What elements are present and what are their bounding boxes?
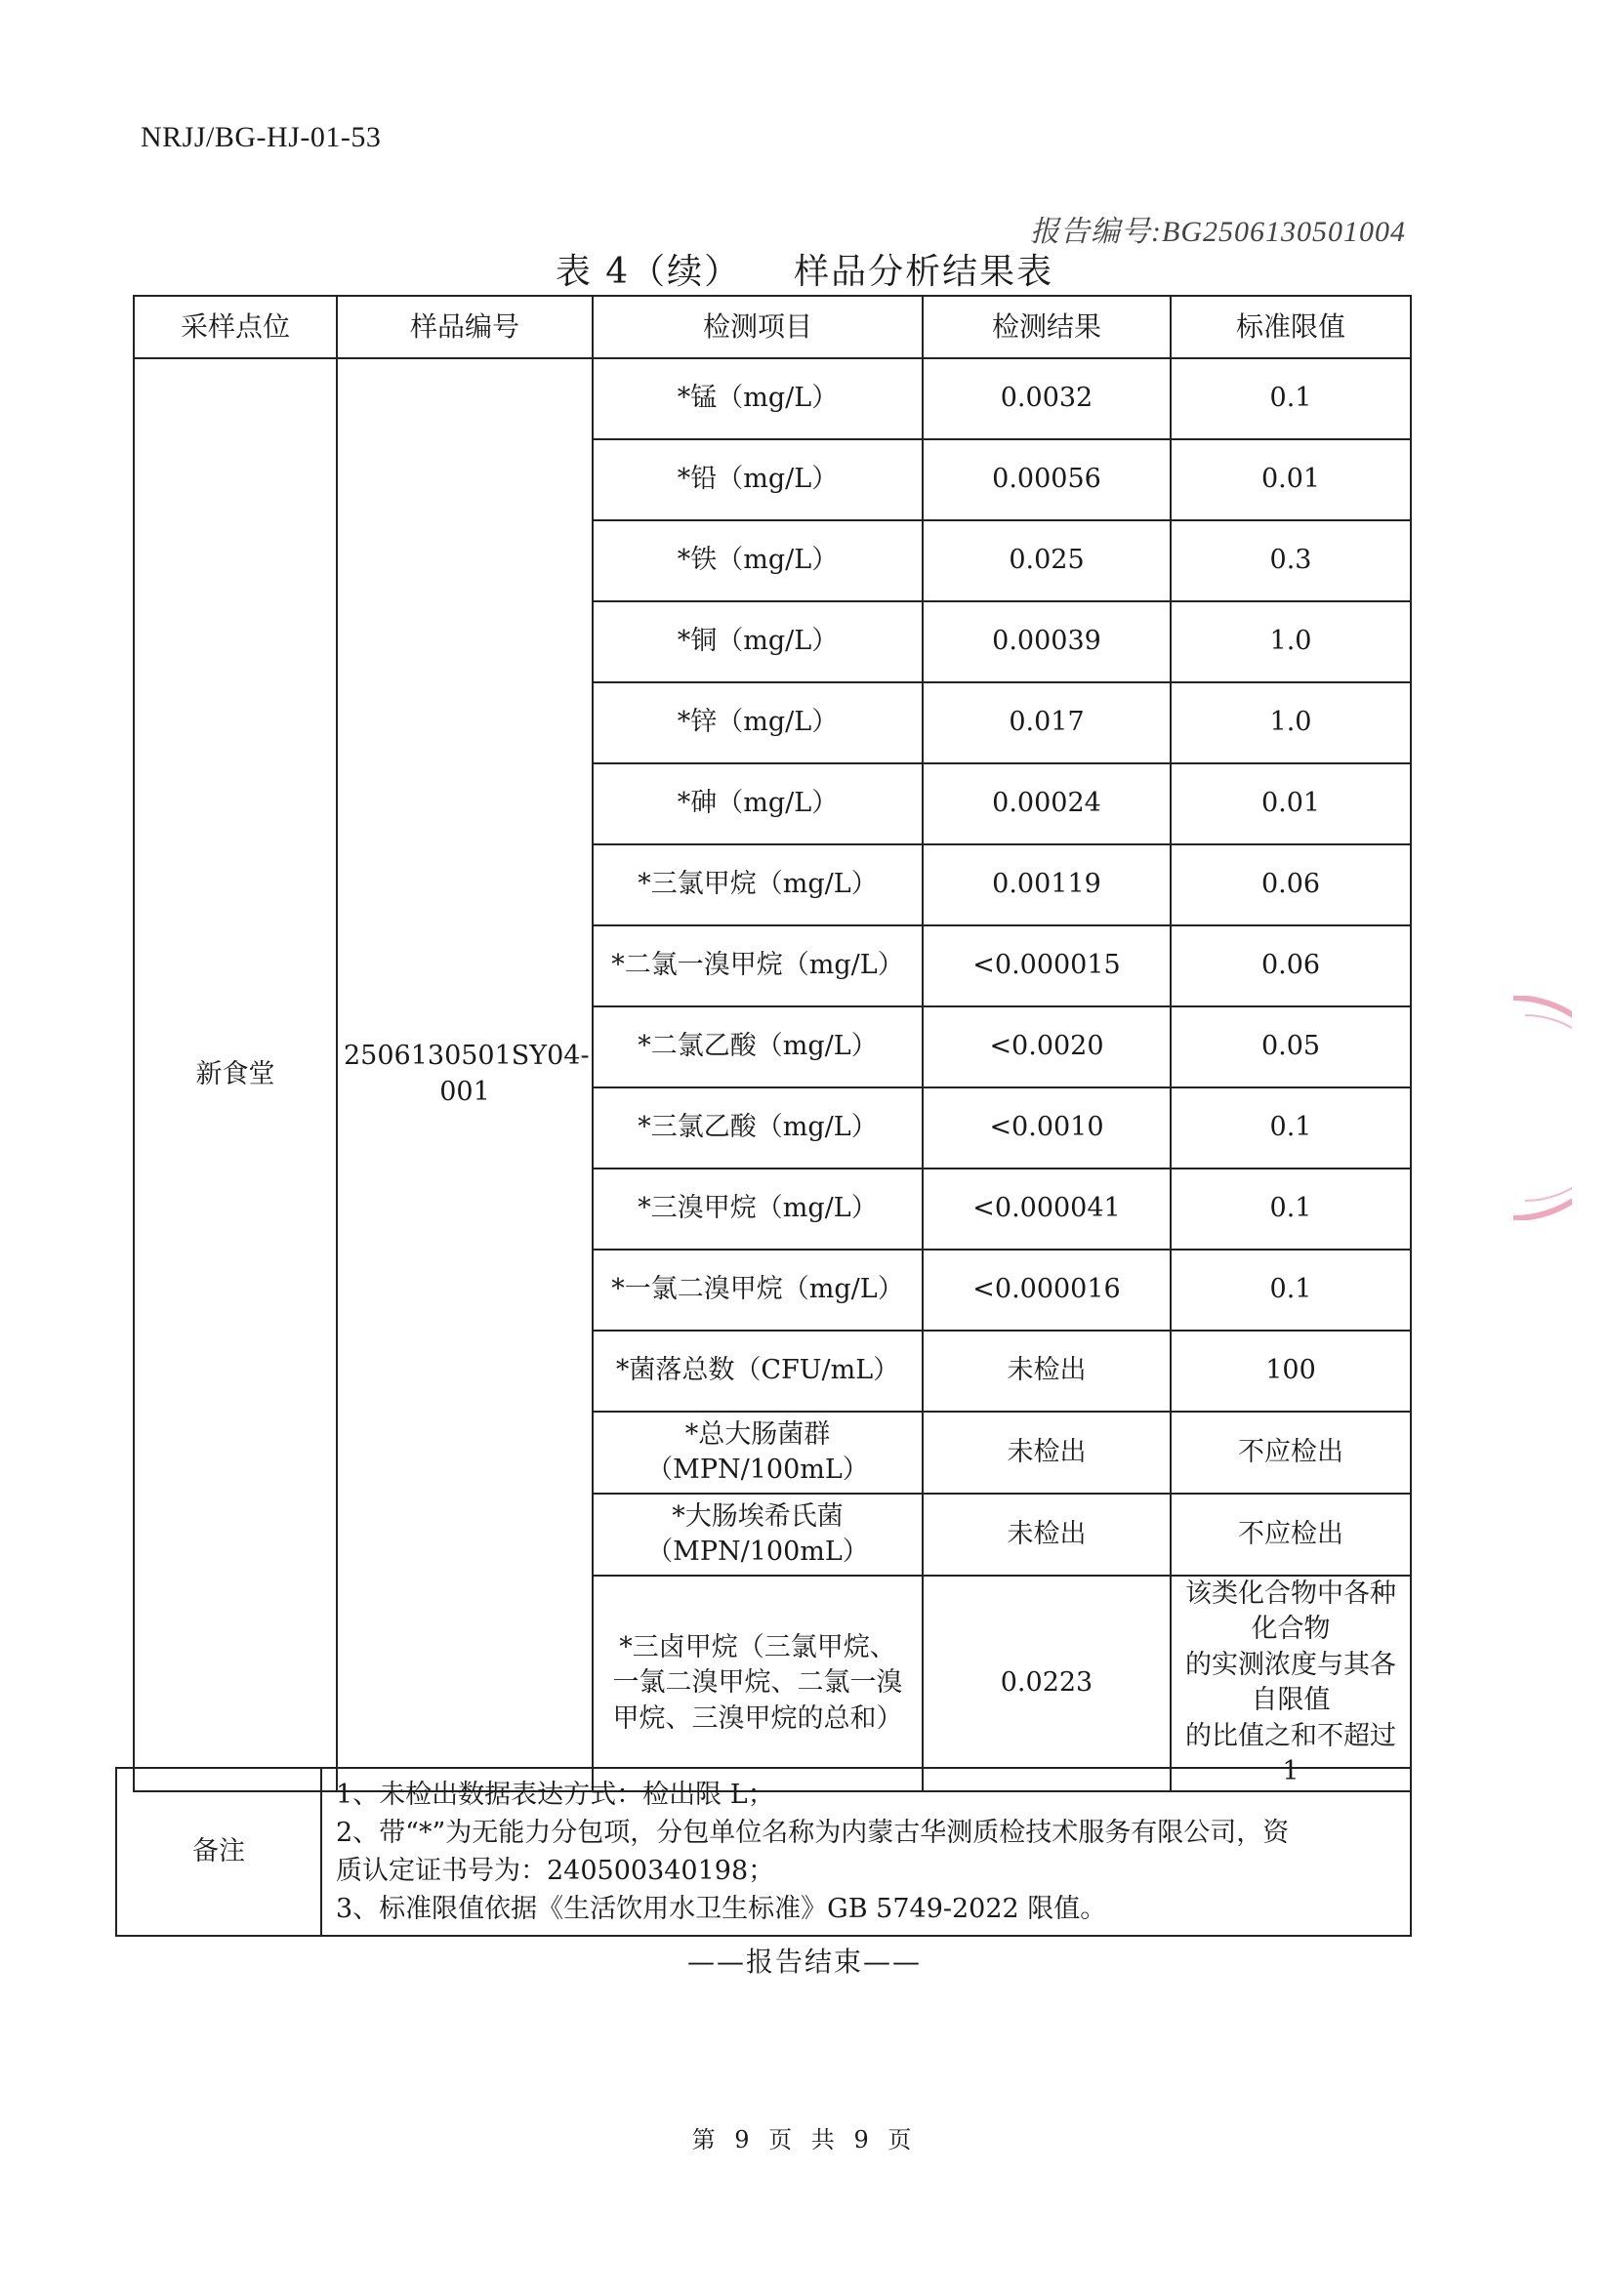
seal-stamp-icon (1504, 996, 1572, 1220)
limit-cell: 100 (1171, 1331, 1411, 1412)
thm-item-line3: 甲烷、三溴甲烷的总和） (612, 1702, 903, 1734)
sample-no-line2: 001 (439, 1076, 490, 1107)
result-cell: 0.0223 (923, 1576, 1171, 1791)
result-cell: 未检出 (923, 1412, 1171, 1494)
ecoli-item-line2: （MPN/100mL） (646, 1537, 869, 1567)
remark-line-2: 2、带“*”为无能力分包项，分包单位名称为内蒙古华测质检技术服务有限公司，资 (336, 1817, 1290, 1848)
page-footer: 第 9 页 共 9 页 (691, 2126, 918, 2153)
limit-cell: 不应检出 (1171, 1412, 1411, 1494)
thm-limit-line1: 该类化合物中各种化合物 (1185, 1578, 1396, 1645)
limit-cell (1171, 1576, 1411, 1791)
item-cell: *一氯二溴甲烷（mg/L） (593, 1250, 923, 1331)
limit-cell: 0.1 (1171, 1250, 1411, 1331)
remark-line-1: 1、未检出数据表达方式：检出限 L； (336, 1779, 774, 1810)
result-cell: <0.000016 (923, 1250, 1171, 1331)
limit-cell: 不应检出 (1171, 1494, 1411, 1576)
report-number: 报告编号:BG2506130501004 (1030, 216, 1406, 248)
table-title-text: 样品分析结果表 (794, 252, 1054, 292)
remark-line-4: 3、标准限值依据《生活饮用水卫生标准》GB 5749-2022 限值。 (336, 1894, 1107, 1925)
thm-limit-line2: 的实测浓度与其各自限值 (1185, 1649, 1396, 1716)
table-title-prefix: 表 4（续） (555, 252, 742, 292)
remark-line-3: 质认定证书号为：240500340198； (336, 1856, 775, 1886)
item-cell: *菌落总数（CFU/mL） (593, 1331, 923, 1412)
item-cell (593, 1412, 923, 1494)
limit-cell: 1.0 (1171, 682, 1411, 763)
table-header-row (134, 296, 1411, 358)
result-cell: <0.0010 (923, 1087, 1171, 1168)
item-cell (593, 1494, 923, 1576)
table-row (134, 358, 1411, 439)
thm-limit-line3: 的比值之和不超过1 (1185, 1720, 1396, 1787)
col-header-site: 采样点位 (134, 296, 337, 358)
limit-cell: 0.06 (1171, 844, 1411, 925)
limit-cell: 0.1 (1171, 358, 1411, 439)
thm-item-line1: *三卤甲烷（三氯甲烷、 (619, 1631, 896, 1662)
item-cell: *三氯甲烷（mg/L） (593, 844, 923, 925)
limit-cell: 1.0 (1171, 601, 1411, 682)
item-cell: *铁（mg/L） (593, 520, 923, 601)
result-cell: 0.0032 (923, 358, 1171, 439)
col-header-item: 检测项目 (593, 296, 923, 358)
col-header-limit: 标准限值 (1171, 296, 1411, 358)
table-title (0, 244, 1609, 294)
item-cell: *二氯乙酸（mg/L） (593, 1006, 923, 1087)
coliform-item-line2: （MPN/100mL） (646, 1455, 869, 1485)
limit-cell: 0.1 (1171, 1168, 1411, 1250)
sample-no-cell (337, 358, 593, 1791)
limit-cell: 0.1 (1171, 1087, 1411, 1168)
results-table (133, 295, 1412, 1792)
result-cell: 0.00039 (923, 601, 1171, 682)
col-header-sample-no: 样品编号 (337, 296, 593, 358)
limit-cell: 0.06 (1171, 925, 1411, 1006)
remarks-label: 备注 (116, 1768, 321, 1936)
result-cell: 0.025 (923, 520, 1171, 601)
limit-cell: 0.01 (1171, 763, 1411, 844)
result-cell: 0.00024 (923, 763, 1171, 844)
result-cell: <0.000041 (923, 1168, 1171, 1250)
item-cell: *三溴甲烷（mg/L） (593, 1168, 923, 1250)
limit-cell: 0.01 (1171, 439, 1411, 520)
item-cell: *铜（mg/L） (593, 601, 923, 682)
result-cell: 0.00056 (923, 439, 1171, 520)
item-cell: *三氯乙酸（mg/L） (593, 1087, 923, 1168)
item-cell (593, 1576, 923, 1791)
result-cell: 未检出 (923, 1331, 1171, 1412)
col-header-result: 检测结果 (923, 296, 1171, 358)
remarks-text (321, 1768, 1411, 1936)
limit-cell: 0.3 (1171, 520, 1411, 601)
sample-no-line1: 2506130501SY04- (344, 1041, 590, 1072)
result-cell: <0.0020 (923, 1006, 1171, 1087)
item-cell: *砷（mg/L） (593, 763, 923, 844)
remarks-row (116, 1768, 1411, 1936)
report-end-marker: ——报告结束—— (686, 1946, 922, 1978)
document-code: NRJJ/BG-HJ-01-53 (141, 121, 382, 153)
item-cell: *锌（mg/L） (593, 682, 923, 763)
result-cell: <0.000015 (923, 925, 1171, 1006)
ecoli-item-line1: *大肠埃希氏菌 (672, 1500, 844, 1532)
result-cell: 0.017 (923, 682, 1171, 763)
site-cell: 新食堂 (134, 358, 337, 1791)
item-cell: *铅（mg/L） (593, 439, 923, 520)
limit-cell: 0.05 (1171, 1006, 1411, 1087)
thm-item-line2: 一氯二溴甲烷、二氯一溴 (612, 1667, 903, 1699)
coliform-item-line1: *总大肠菌群 (684, 1418, 831, 1450)
result-cell: 未检出 (923, 1494, 1171, 1576)
item-cell: *锰（mg/L） (593, 358, 923, 439)
remarks-table (115, 1767, 1412, 1937)
item-cell: *二氯一溴甲烷（mg/L） (593, 925, 923, 1006)
result-cell: 0.00119 (923, 844, 1171, 925)
